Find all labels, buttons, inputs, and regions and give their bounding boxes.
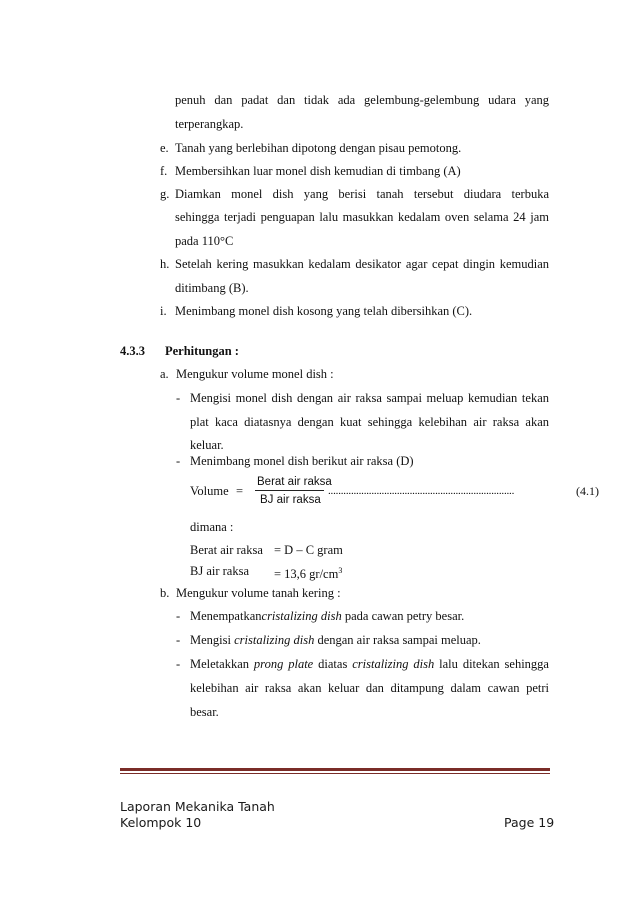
part-b-item-3-c: diatas — [313, 657, 353, 671]
part-b-item-2-a: Mengisi — [190, 633, 235, 647]
part-a-item-2-text: Menimbang monel dish berikut air raksa (D) — [190, 454, 414, 468]
part-b-marker: b. — [160, 586, 170, 600]
part-b-item-2-dash: - — [176, 633, 181, 647]
part-b-title: Mengukur volume tanah kering : — [176, 586, 341, 600]
part-b-item-2-b: cristalizing dish — [234, 633, 315, 647]
part-b-item-3-line-1 — [190, 656, 549, 672]
where-row-2-value — [274, 563, 342, 582]
page-number: Page 19 — [504, 815, 555, 830]
part-b-item-1-c: pada cawan petry besar. — [341, 609, 465, 623]
part-b-item-3-a: Meletakkan — [190, 657, 254, 671]
step-h-marker: h. — [160, 257, 170, 271]
footer-rule-thin — [120, 773, 550, 774]
section-number: 4.3.3 — [120, 344, 145, 358]
section-title: Perhitungan : — [165, 344, 239, 358]
where-row-2-name: BJ air raksa — [190, 564, 250, 578]
where-row-2-superscript: 3 — [338, 566, 343, 575]
part-b-item-1-b: cristalizing dish — [261, 609, 342, 623]
formula-leader: ......................................................................... — [328, 485, 515, 497]
formula-lhs: Volume — [190, 484, 229, 498]
part-b-item-1-a: Menempatkan — [190, 609, 262, 623]
step-e-marker: e. — [160, 141, 169, 155]
formula-equals: = — [236, 484, 244, 498]
formula-numerator: Berat air raksa — [257, 476, 332, 488]
footer-report-title: Laporan Mekanika Tanah — [120, 799, 275, 814]
fraction-bar — [255, 490, 324, 491]
part-a-item-1-line-1: Mengisi monel dish dengan air raksa sampai meluap kemudian tekan — [190, 391, 549, 405]
part-a-item-2-dash: - — [176, 454, 181, 468]
part-b-item-3-e: lalu ditekan sehingga — [434, 657, 549, 671]
part-b-item-1-dash: - — [176, 609, 181, 623]
formula-number: (4.1) — [576, 484, 599, 498]
part-b-item-3-d: cristalizing dish — [352, 657, 435, 671]
step-h-line-1: Setelah kering masukkan kedalam desikator agar cepat dingin kemudian — [175, 257, 549, 271]
part-b-item-1-text — [190, 608, 464, 624]
step-i-marker: i. — [160, 304, 167, 318]
part-b-item-3-line-2: kelebihan air raksa akan keluar dan ditampung dalam cawan petri — [190, 681, 549, 695]
step-g-line-2: sehingga terjadi penguapan lalu masukkan kedalam oven selama 24 jam — [175, 210, 549, 224]
footer-group: Kelompok 10 — [120, 815, 202, 830]
step-g-line-3: pada 110°C — [175, 234, 234, 248]
part-a-marker: a. — [160, 367, 169, 381]
part-a-title: Mengukur volume monel dish : — [176, 367, 334, 381]
step-h-line-2: ditimbang (B). — [175, 281, 249, 295]
step-d-line-1: penuh dan padat dan tidak ada gelembung-gelembung udara yang — [175, 93, 549, 107]
part-a-item-1-line-2: plat kaca diatasnya dengan kuat sehingga kelebihan air raksa akan — [190, 415, 549, 429]
where-row-1-value: = D – C gram — [274, 543, 343, 557]
part-b-item-2-c: dengan air raksa sampai meluap. — [314, 633, 481, 647]
step-e-text: Tanah yang berlebihan dipotong dengan pisau pemotong. — [175, 141, 462, 155]
where-row-2-value-text: = 13,6 gr/cm — [274, 567, 339, 582]
step-i-text: Menimbang monel dish kosong yang telah dibersihkan (C). — [175, 304, 473, 318]
step-g-line-1: Diamkan monel dish yang berisi tanah tersebut diudara terbuka — [175, 187, 549, 201]
footer-rule-thick — [120, 768, 550, 771]
part-b-item-2-text — [190, 632, 481, 648]
part-b-item-3-line-3: besar. — [190, 705, 219, 719]
part-a-item-1-line-3: keluar. — [190, 438, 224, 452]
part-b-item-3-dash: - — [176, 657, 181, 671]
step-f-text: Membersihkan luar monel dish kemudian di timbang (A) — [175, 164, 461, 178]
part-b-item-3-b: prong plate — [253, 657, 314, 671]
part-a-item-1-dash: - — [176, 391, 181, 405]
formula-denominator: BJ air raksa — [260, 494, 321, 506]
where-row-1-name: Berat air raksa — [190, 543, 263, 557]
where-label: dimana : — [190, 520, 234, 534]
step-d-line-2: terperangkap. — [175, 117, 244, 131]
step-f-marker: f. — [160, 164, 168, 178]
step-g-marker: g. — [160, 187, 170, 201]
